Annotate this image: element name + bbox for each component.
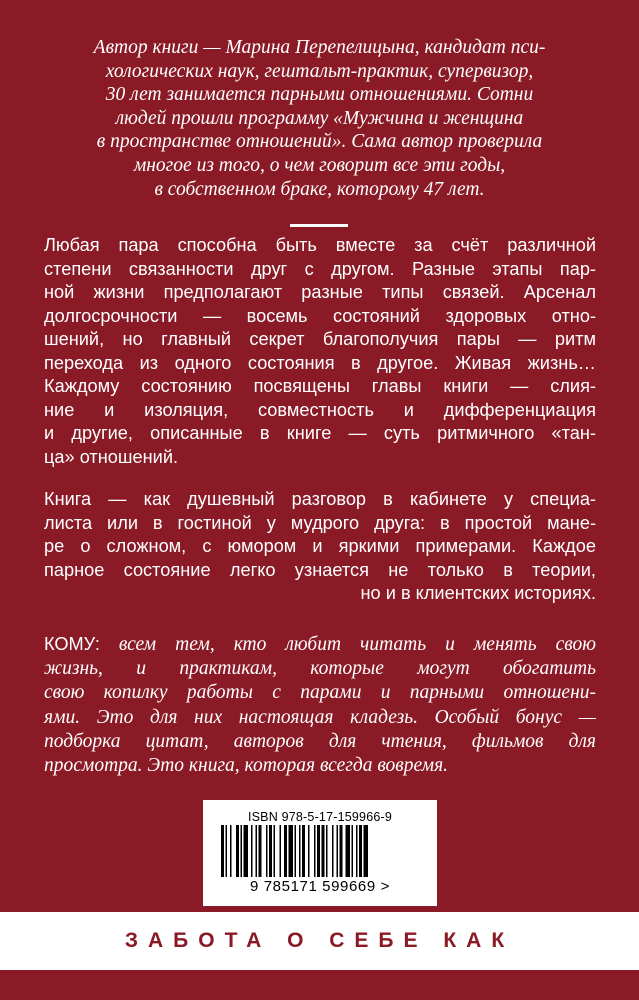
text-line: листа или в гостиной у мудрого друга: в простой мане- (44, 512, 596, 533)
text-line: жизнь, и практикам, которые могут обогатить (44, 658, 596, 680)
text-line: ца» отношений. (44, 446, 179, 467)
text-line: шений, но главный секрет благополучия пары — ритм (44, 329, 596, 349)
isbn-label: ISBN 978-5-17-159966-9 (247, 810, 393, 824)
author-bio (34, 36, 605, 201)
text-line: степени связанности друг с другом. Разные этапы пар- (44, 258, 596, 279)
author-bio-line: многое из того, о чем говорит все эти годы, (133, 154, 506, 176)
target-audience (44, 632, 596, 778)
author-bio-line: в пространстве отношений». Сама автор проверила (96, 131, 543, 153)
section-divider (290, 224, 348, 227)
text-line: долгосрочности — восемь состояний здоровых отно- (44, 305, 596, 326)
text-line: ной жизни предполагают разные типы связей. Арсенал (44, 282, 596, 302)
text-line: свою копилку работы с парами и парными отношени- (44, 682, 596, 704)
description-paragraph (44, 234, 596, 469)
text-line: просмотра. Это книга, которая всегда вовремя. (44, 755, 449, 777)
audience-text: всем тем, кто любит читать и менять свою (118, 634, 596, 655)
audience-label: КОМУ: (44, 634, 100, 654)
text-line: ре о сложном, с юмором и яркими примерами. Каждое (44, 536, 596, 556)
author-bio-line: в собственном браке, которому 47 лет. (154, 178, 485, 200)
series-title: ЗАБОТА О СЕБЕ КАК (124, 929, 515, 952)
text-line: и другие, описанные в книге — суть ритмичного «тан- (44, 423, 596, 443)
barcode-digits: 9 785171 599669 > (250, 878, 390, 895)
author-bio-line: 30 лет занимается парными отношениями. Сотни (105, 84, 534, 106)
author-bio-line: людей прошли программу «Мужчина и женщина (115, 107, 524, 129)
bottom-strip (0, 970, 639, 1000)
text-line: ями. Это для них настоящая кладезь. Особый бонус — (44, 706, 596, 728)
text-line: но и в клиентских историях. (360, 583, 596, 603)
text-line: ние и изоляция, совместность и дифференциация (44, 399, 596, 420)
text-line: подборка цитат, авторов для чтения, фильмов для (44, 730, 596, 752)
text-line: перехода из одного состояния в другое. Живая жизнь… (44, 352, 596, 373)
text-line (44, 632, 596, 657)
text-line: Любая пара способна быть вместе за счёт различной (44, 235, 596, 255)
isbn-barcode (203, 800, 437, 906)
text-line: парное состояние легко узнается не только в теории, (44, 559, 596, 580)
text-line: Каждому состоянию посвящены главы книги — слия- (44, 376, 596, 396)
author-bio-line: хологических наук, гештальт-практик, супервизор, (105, 60, 534, 82)
author-bio-line: Автор книги — Марина Перепелицына, кандидат пси- (93, 37, 546, 58)
text-line: Книга — как душевный разговор в кабинете у специа- (44, 489, 596, 509)
barcode-icon (213, 825, 427, 877)
description-paragraph (44, 488, 596, 606)
